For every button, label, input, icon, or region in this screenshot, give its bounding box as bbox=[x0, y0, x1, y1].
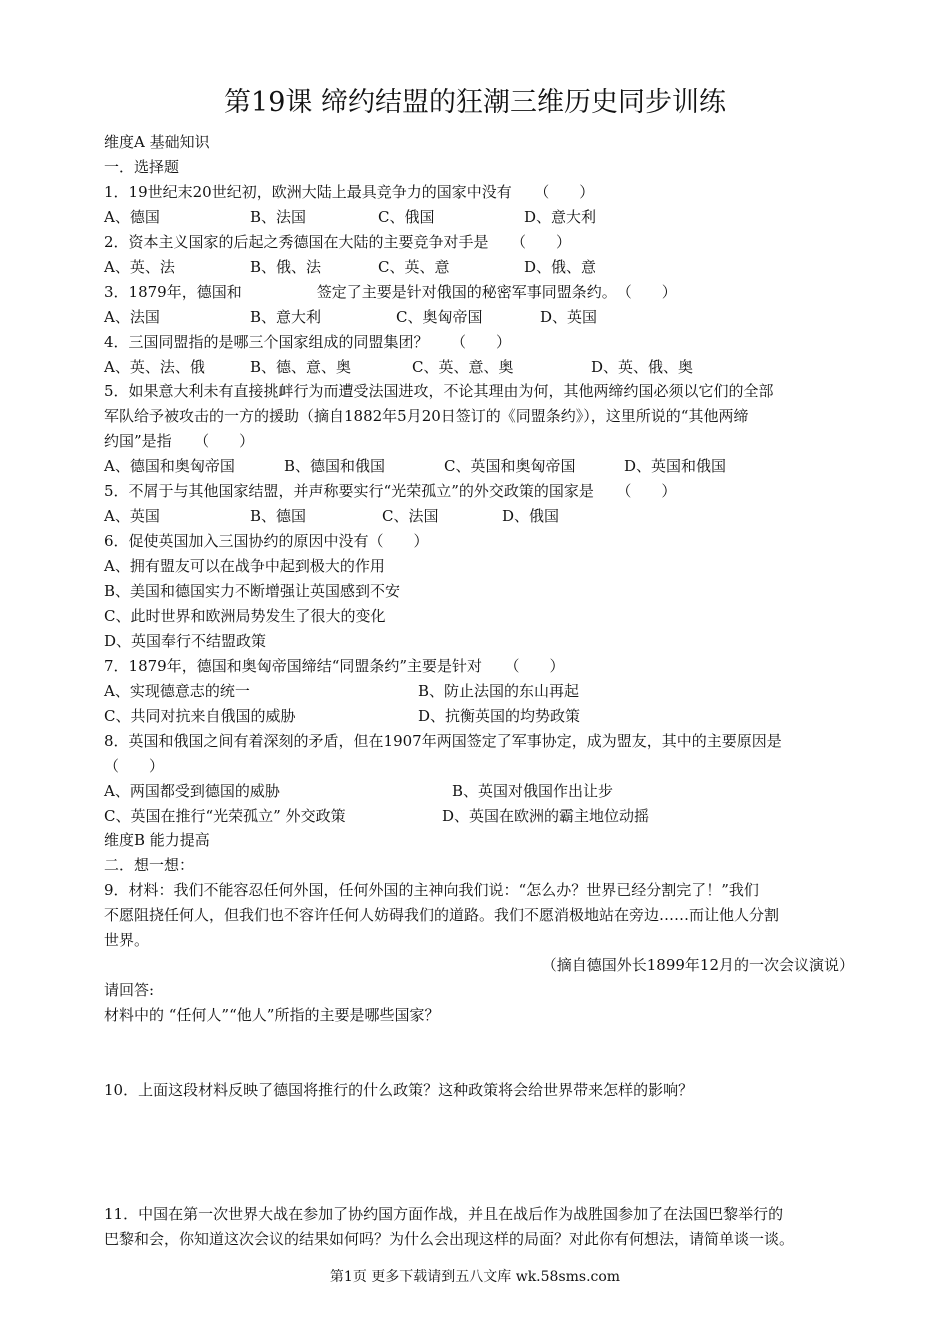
option-c: C、俄国 bbox=[378, 208, 435, 226]
option-c: C、英、意、奥 bbox=[412, 358, 514, 376]
option-c: C、英国在推行“光荣孤立” 外交政策 bbox=[104, 807, 346, 825]
question-9-line-3: 世界。 bbox=[104, 931, 150, 949]
question-5b: 5．不屑于与其他国家结盟，并声称要实行“光荣孤立”的外交政策的国家是 （ ） bbox=[104, 482, 677, 500]
option-b: B、意大利 bbox=[250, 308, 322, 326]
part-2-heading: 二．想一想： bbox=[104, 856, 195, 874]
question-6: 6．促使英国加入三国协约的原因中没有（ ） bbox=[104, 532, 429, 550]
option-d: D、英国 bbox=[540, 308, 598, 326]
question-4: 4．三国同盟指的是哪三个国家组成的同盟集团？ （ ） bbox=[104, 333, 512, 351]
question-2: 2．资本主义国家的后起之秀德国在大陆的主要竞争对手是 （ ） bbox=[104, 233, 572, 251]
option-c: C、共同对抗来自俄国的威胁 bbox=[104, 707, 296, 725]
question-6-option-d: D、英国奉行不结盟政策 bbox=[104, 632, 267, 650]
option-d: D、意大利 bbox=[524, 208, 597, 226]
question-9-source: （摘自德国外长1899年12月的一次会议演说） bbox=[541, 956, 854, 974]
question-6-option-c: C、此时世界和欧洲局势发生了很大的变化 bbox=[104, 607, 386, 625]
question-6-option-a: A、拥有盟友可以在战争中起到极大的作用 bbox=[104, 557, 385, 575]
page-title: 第19课 缔约结盟的狂潮三维历史同步训练 bbox=[224, 87, 726, 118]
question-3: 3．1879年，德国和 签定了主要是针对俄国的秘密军事同盟条约。 （ ） bbox=[104, 283, 677, 301]
part-1-heading: 一．选择题 bbox=[104, 158, 180, 176]
option-c: C、英国和奥匈帝国 bbox=[444, 457, 576, 475]
question-10: 10．上面这段材料反映了德国将推行的什么政策？这种政策将会给世界带来怎样的影响？ bbox=[104, 1081, 694, 1099]
option-b: B、德、意、奥 bbox=[250, 358, 352, 376]
question-5-line-2: 军队给予被攻击的一方的援助（摘自1882年5月20日签订的《同盟条约》），这里所说的“其他两缔 bbox=[104, 407, 749, 425]
option-a: A、两国都受到德国的威胁 bbox=[104, 782, 280, 800]
question-8-line-2: （ ） bbox=[104, 757, 165, 775]
option-a: A、德国和奥匈帝国 bbox=[104, 457, 235, 475]
option-a: A、英、法、俄 bbox=[104, 358, 205, 376]
question-8-line-1: 8．英国和俄国之间有着深刻的矛盾，但在1907年两国签定了军事协定，成为盟友，其中的主要原因是 bbox=[104, 732, 782, 750]
question-1: 1．19世纪末20世纪初，欧洲大陆上最具竞争力的国家中没有 （ ） bbox=[104, 183, 595, 201]
option-b: B、英国对俄国作出让步 bbox=[452, 782, 614, 800]
option-c: C、奥匈帝国 bbox=[396, 308, 483, 326]
option-d: D、俄国 bbox=[502, 507, 560, 525]
question-9-ask: 材料中的 “任何人”“他人”所指的主要是哪些国家？ bbox=[104, 1006, 440, 1024]
question-5-line-3: 约国”是指 （ ） bbox=[104, 432, 255, 450]
option-a: A、法国 bbox=[104, 308, 160, 326]
option-b: B、防止法国的东山再起 bbox=[418, 682, 580, 700]
question-9-prompt: 请回答: bbox=[104, 981, 155, 999]
option-a: A、实现德意志的统一 bbox=[104, 682, 250, 700]
option-b: B、俄、法 bbox=[250, 258, 322, 276]
question-9-line-1: 9．材料：我们不能容忍任何外国，任何外国的主神向我们说：“怎么办？世界已经分割完了！”我们 bbox=[104, 881, 759, 899]
option-d: D、英国和俄国 bbox=[624, 457, 727, 475]
question-11-line-2: 巴黎和会，你知道这次会议的结果如何吗？为什么会出现这样的局面？对此你有何想法，请简单谈一谈。 bbox=[104, 1230, 795, 1248]
option-b: B、法国 bbox=[250, 208, 307, 226]
option-d: D、俄、意 bbox=[524, 258, 597, 276]
page-footer: 第1页 更多下载请到五八文库 wk.58sms.com bbox=[329, 1269, 621, 1285]
option-c: C、法国 bbox=[382, 507, 439, 525]
option-b: B、德国 bbox=[250, 507, 307, 525]
option-a: A、德国 bbox=[104, 208, 160, 226]
question-6-option-b: B、美国和德国实力不断增强让英国感到不安 bbox=[104, 582, 401, 600]
option-c: C、英、意 bbox=[378, 258, 450, 276]
option-b: B、德国和俄国 bbox=[284, 457, 386, 475]
question-7: 7．1879年，德国和奥匈帝国缔结“同盟条约”主要是针对 （ ） bbox=[104, 657, 565, 675]
section-b-heading: 维度B 能力提高 bbox=[104, 831, 210, 849]
option-a: A、英国 bbox=[104, 507, 160, 525]
option-d: D、英国在欧洲的霸主地位动摇 bbox=[442, 807, 650, 825]
option-d: D、抗衡英国的均势政策 bbox=[418, 707, 581, 725]
question-9-line-2: 不愿阻挠任何人，但我们也不容许任何人妨碍我们的道路。我们不愿消极地站在旁边……而让他人分割 bbox=[104, 906, 780, 924]
section-a-heading: 维度A 基础知识 bbox=[104, 133, 210, 151]
option-d: D、英、俄、奥 bbox=[591, 358, 694, 376]
option-a: A、英、法 bbox=[104, 258, 175, 276]
question-11-line-1: 11．中国在第一次世界大战在参加了协约国方面作战，并且在战后作为战胜国参加了在法国巴黎举行的 bbox=[104, 1205, 784, 1223]
question-5-line-1: 5．如果意大利未有直接挑衅行为而遭受法国进攻，不论其理由为何，其他两缔约国必须以它们的全部 bbox=[104, 382, 774, 400]
